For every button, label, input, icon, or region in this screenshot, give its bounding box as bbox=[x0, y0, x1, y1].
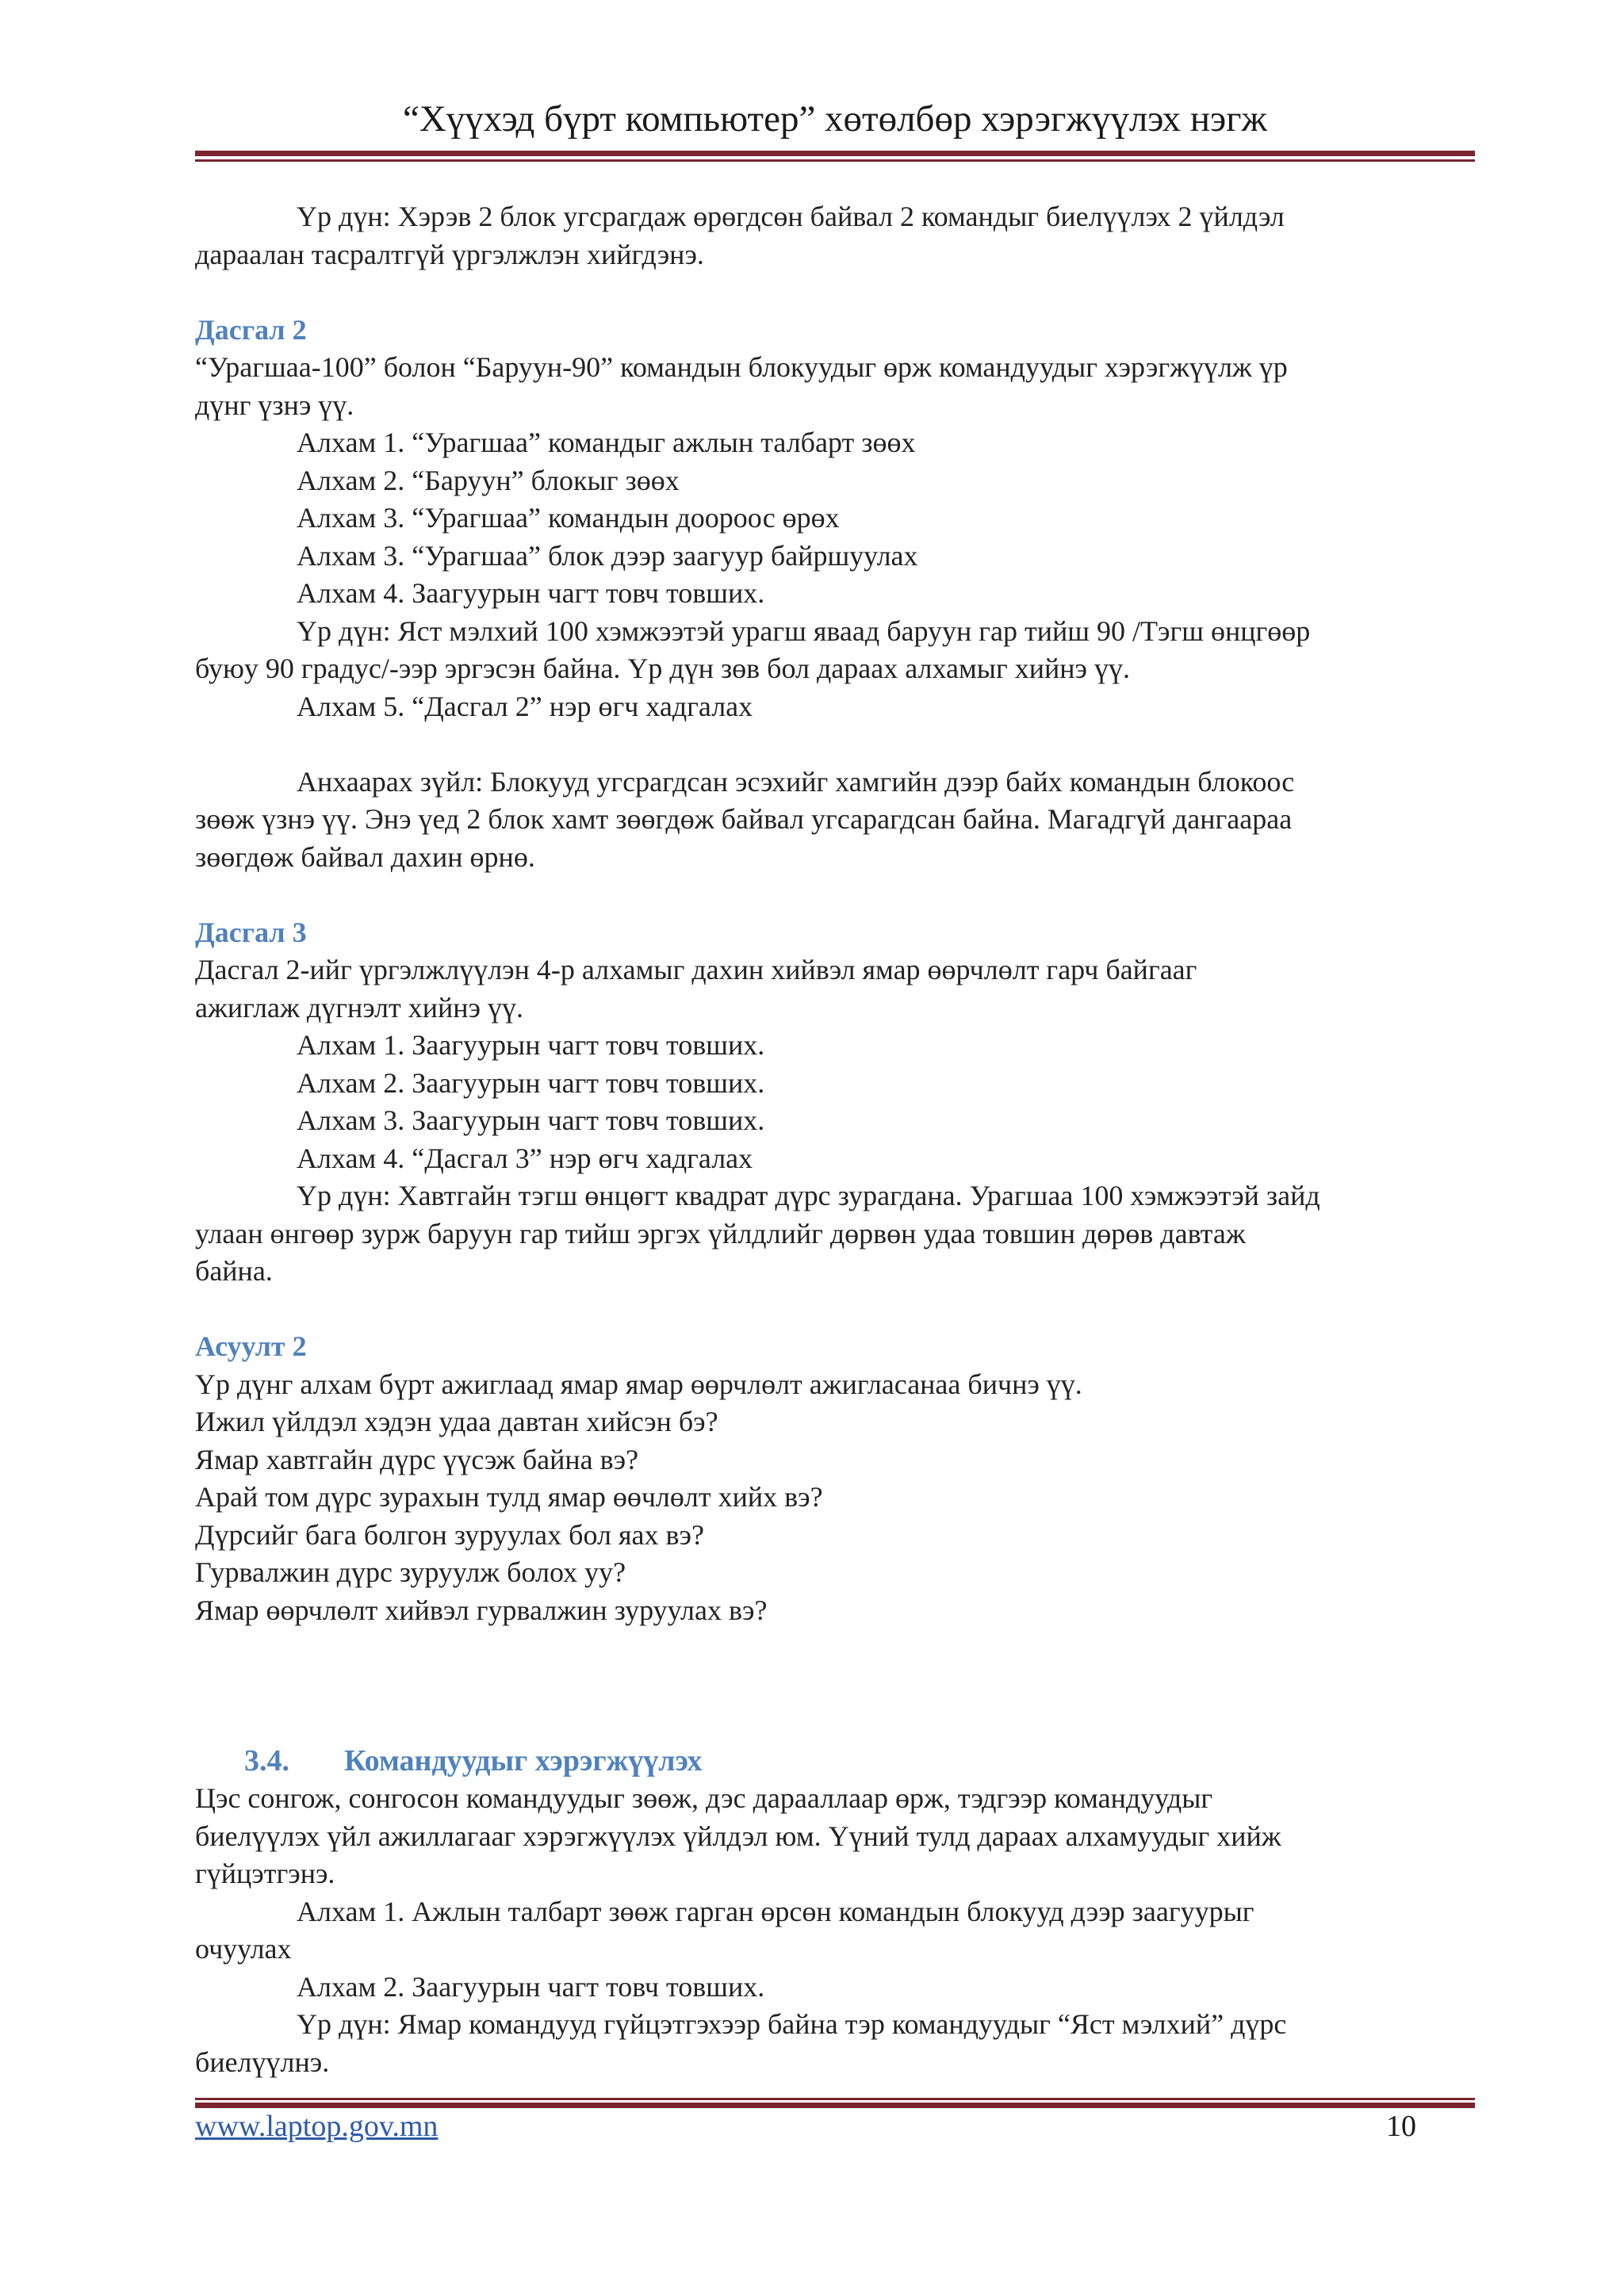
result-line: Үр дүн: Ямар командууд гүйцэтгэхээр байна тэр командуудыг “Яст мэлхий” дүрс bbox=[297, 2008, 1287, 2040]
footer-rule-thin bbox=[195, 2098, 1475, 2100]
spacer bbox=[195, 274, 1475, 312]
section-3-4-heading bbox=[195, 1743, 1475, 1781]
website-link[interactable]: www.laptop.gov.mn bbox=[195, 2110, 439, 2143]
question-line: Гурвалжин дүрс зуруулж болох уу? bbox=[195, 1556, 626, 1588]
question-line: Ямар өөрчлөлт хийвэл гурвалжин зуруулах вэ? bbox=[195, 1594, 768, 1626]
spacer bbox=[195, 1667, 1475, 1705]
spacer bbox=[195, 725, 1475, 763]
question-line: Арай том дүрс зурахын тулд ямар өөчлөлт хийх вэ? bbox=[195, 1481, 823, 1513]
step-item: Алхам 1. Ажлын талбарт зөөж гарган өрсөн командын блокууд дээр заагуурыг bbox=[297, 1895, 1254, 1927]
step-item: Алхам 1. Заагуурын чагт товч товших. bbox=[297, 1029, 765, 1061]
step-item: Алхам 5. “Дасгал 2” нэр өгч хадгалах bbox=[297, 690, 753, 722]
header-rule-thin bbox=[195, 159, 1475, 162]
note-line: Анхаарах зүйл: Блокууд угсрагдсан эсэхийг хамгийн дээр байх командын блокоос bbox=[297, 765, 1295, 798]
exercise-3-description: Дасгал 2-ийг үргэлжлүүлэн 4-р алхамыг дахин хийвэл ямар өөрчлөлт гарч байгааг bbox=[195, 954, 1197, 985]
section-title-text: Командуудыг хэрэгжүүлэх bbox=[344, 1743, 703, 1777]
result-line: буюу 90 градус/-ээр эргэсэн байна. Үр дүн зөв бол дараах алхамыг хийнэ үү. bbox=[195, 652, 1130, 684]
spacer bbox=[195, 876, 1475, 914]
section-paragraph-line: гүйцэтгэнэ. bbox=[195, 1858, 335, 1889]
result-line: Үр дүн: Яст мэлхий 100 хэмжээтэй урагш яваад баруун гар тийш 90 /Тэгш өнцгөөр bbox=[297, 614, 1311, 647]
page-number: 10 bbox=[1386, 2110, 1416, 2143]
step-item-continuation: очуулах bbox=[195, 1933, 292, 1965]
step-item: Алхам 2. Заагуурын чагт товч товших. bbox=[297, 1066, 765, 1099]
section-paragraph-line: Цэс сонгож, сонгосон командуудыг зөөж, дэс дарааллаар өрж, тэдгээр командуудыг bbox=[195, 1782, 1213, 1814]
step-item: Алхам 2. Заагуурын чагт товч товших. bbox=[297, 1970, 765, 2003]
question-line: Ижил үйлдэл хэдэн удаа давтан хийсэн бэ? bbox=[195, 1406, 718, 1437]
intro-line: Үр дүн: Хэрэв 2 блок угсрагдаж өрөгдсөн байвал 2 командыг биелүүлэх 2 үйлдэл bbox=[297, 201, 1285, 232]
exercise-2-description: “Урагшаа-100” болон “Баруун-90” командын блокуудыг өрж командуудыг хэрэгжүүлж үр bbox=[195, 351, 1288, 383]
footer-rule-thick bbox=[195, 2103, 1475, 2108]
question-2-heading: Асуулт 2 bbox=[195, 1330, 307, 1362]
step-item: Алхам 3. Заагуурын чагт товч товших. bbox=[297, 1104, 765, 1136]
running-header: “Хүүхэд бүрт компьютер” хөтөлбөр хэрэгжүүлэх нэгж bbox=[403, 98, 1267, 140]
question-line: Ямар хавтгайн дүрс үүсэж байна вэ? bbox=[195, 1443, 639, 1475]
section-number: 3.4. bbox=[244, 1743, 289, 1777]
result-line: байна. bbox=[195, 1255, 273, 1287]
step-item: Алхам 3. “Урагшаа” командын доороос өрөх bbox=[297, 502, 840, 534]
step-item: Алхам 3. “Урагшаа” блок дээр заагуур байршуулах bbox=[297, 539, 918, 572]
intro-line: дараалан тасралтгүй үргэлжлэн хийгдэнэ. bbox=[195, 238, 704, 270]
exercise-3-description: ажиглаж дүгнэлт хийнэ үү. bbox=[195, 991, 523, 1024]
question-line: Дүрсийг бага болгон зуруулах бол яах вэ? bbox=[195, 1518, 704, 1551]
exercise-2-description: дүнг үзнэ үү. bbox=[195, 388, 354, 421]
result-line: улаан өнгөөр зурж баруун гар тийш эргэх үйлдлийг дөрвөн удаа товшин дөрөв давтаж bbox=[195, 1217, 1246, 1249]
spacer bbox=[195, 1705, 1475, 1743]
note-line: зөөж үзнэ үү. Энэ үед 2 блок хамт зөөгдөж байвал угсарагдсан байна. Магадгүй дангаараа bbox=[195, 803, 1293, 835]
page-body bbox=[195, 198, 1475, 2081]
spacer bbox=[195, 1291, 1475, 1329]
step-item: Алхам 4. Заагуурын чагт товч товших. bbox=[297, 577, 765, 609]
note-line: зөөгдөж байвал дахин өрнө. bbox=[195, 840, 535, 873]
result-line: биелүүлнэ. bbox=[195, 2045, 330, 2078]
step-item: Алхам 2. “Баруун” блокыг зөөх bbox=[297, 464, 680, 496]
section-paragraph-line: биелүүлэх үйл ажиллагааг хэрэгжүүлэх үйлдэл юм. Үүний тулд дараах алхамуудыг хийж bbox=[195, 1820, 1281, 1852]
exercise-3-heading: Дасгал 3 bbox=[195, 916, 307, 948]
step-item: Алхам 1. “Урагшаа” командыг ажлын талбарт зөөх bbox=[297, 427, 916, 458]
exercise-2-heading: Дасгал 2 bbox=[195, 313, 307, 346]
header-rule-thick bbox=[195, 151, 1475, 156]
result-line: Үр дүн: Хавтгайн тэгш өнцөгт квадрат дүрс зурагдана. Урагшаа 100 хэмжээтэй зайд bbox=[297, 1180, 1320, 1211]
step-item: Алхам 4. “Дасгал 3” нэр өгч хадгалах bbox=[297, 1142, 753, 1174]
spacer bbox=[195, 1629, 1475, 1667]
question-line: Үр дүнг алхам бүрт ажиглаад ямар ямар өөрчлөлт ажигласанаа бичнэ үү. bbox=[195, 1368, 1082, 1400]
